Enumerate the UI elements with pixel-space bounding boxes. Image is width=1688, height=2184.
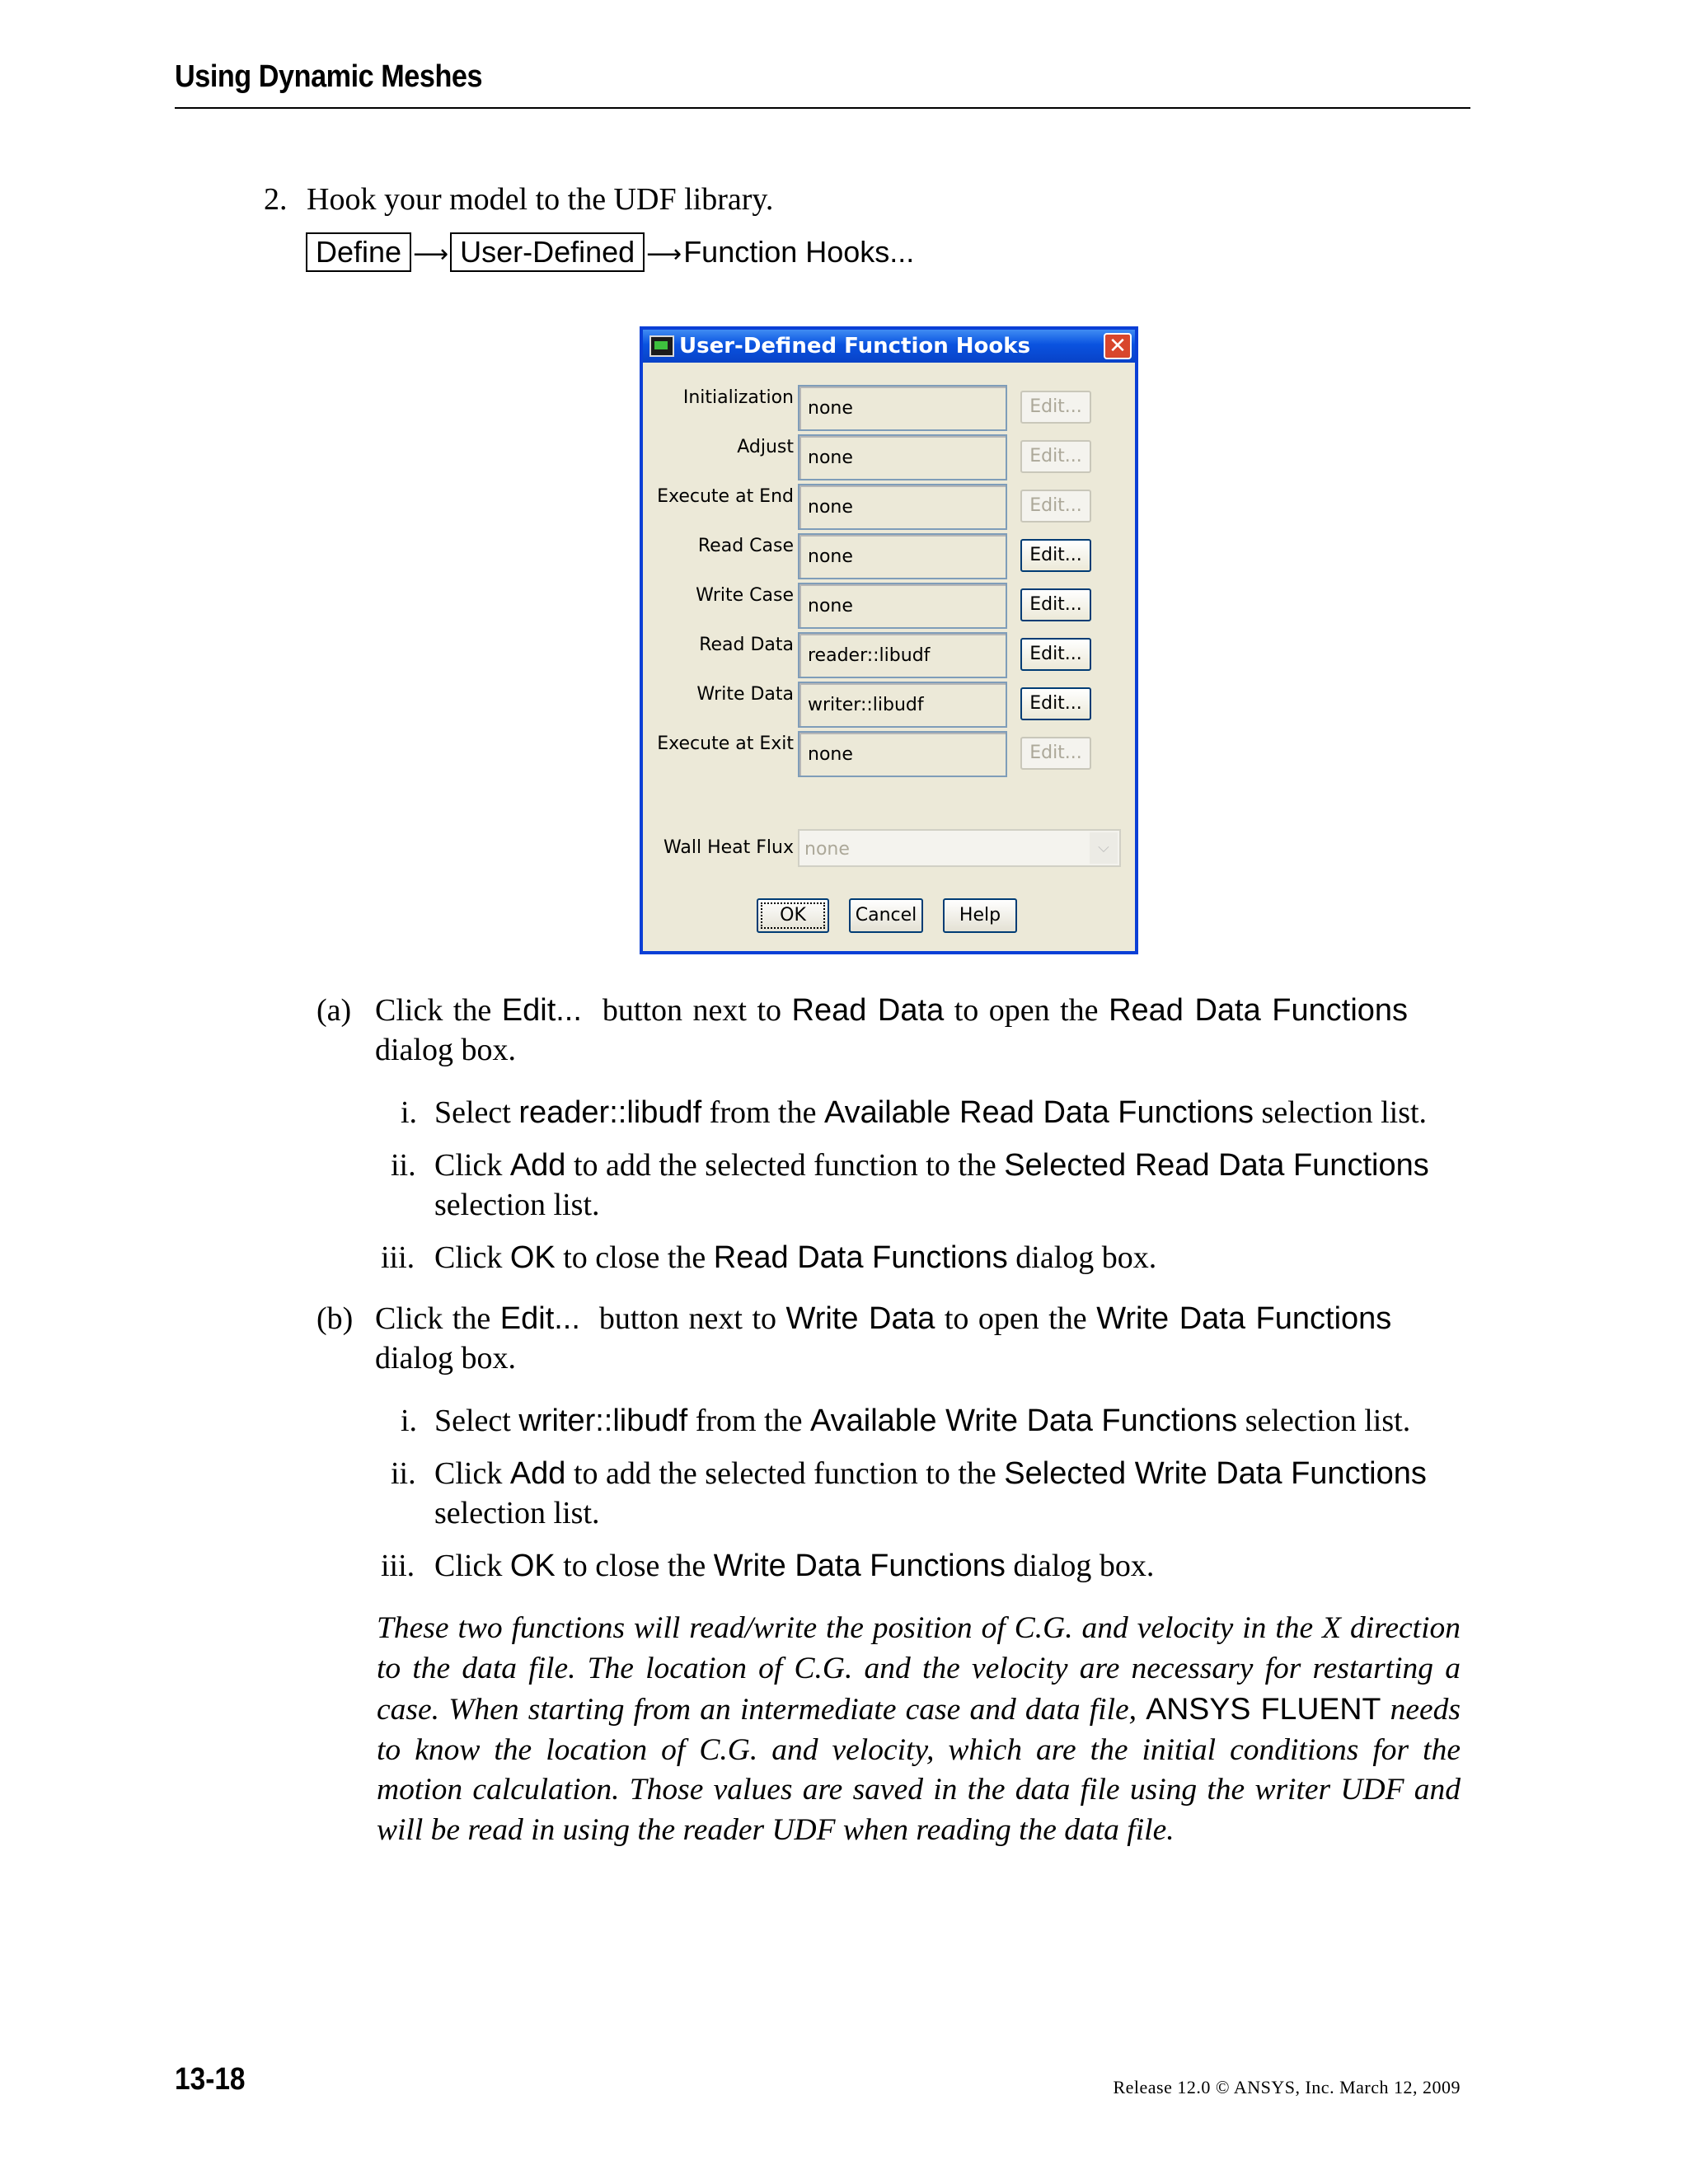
sub-a-ii-cont: selection list. (434, 1188, 600, 1222)
text: to close the (555, 1549, 714, 1583)
text: selection list. (1254, 1095, 1428, 1130)
sub-a-marker: (a) (316, 993, 352, 1028)
text: to add the selected function to the (565, 1456, 1005, 1491)
menu-path (306, 232, 914, 275)
field-initialization[interactable]: none (798, 385, 1007, 431)
text: Select (434, 1095, 519, 1130)
ui-term: Read Data Functions (1109, 993, 1409, 1028)
text: selection list. (1237, 1404, 1411, 1438)
close-icon[interactable]: ✕ (1104, 333, 1132, 359)
header-rule (175, 107, 1470, 109)
field-read-case[interactable]: none (798, 533, 1007, 579)
ui-term: Available Write Data Functions (810, 1404, 1238, 1438)
ui-term: Edit... (501, 993, 582, 1028)
row-label-read-case: Read Case (697, 536, 794, 556)
ui-term: Write Data (785, 1301, 935, 1336)
sub-a-i (434, 1093, 1427, 1132)
text: Select (434, 1404, 519, 1438)
sub-a-line1 (375, 991, 1408, 1030)
step-number: 2. (264, 182, 288, 217)
wall-heat-flux-value: none (804, 839, 850, 860)
row-label-initialization: Initialization (682, 387, 794, 408)
sub-b-i (434, 1401, 1410, 1441)
row-label-read-data: Read Data (699, 635, 794, 655)
ui-term: Add (509, 1456, 566, 1491)
ui-term: Write Data Functions (713, 1549, 1006, 1583)
text: to add the selected function to the (565, 1148, 1005, 1183)
text: to open the (944, 993, 1109, 1028)
text: Click the (375, 1301, 500, 1336)
note-paragraph (377, 1609, 1461, 1850)
row-label-write-case: Write Case (696, 585, 794, 606)
edit-button-initialization[interactable]: Edit... (1020, 391, 1091, 424)
edit-button-execute-at-end[interactable]: Edit... (1020, 490, 1091, 523)
sub-a-iii (434, 1238, 1156, 1277)
text: Click (434, 1240, 510, 1275)
edit-button-adjust[interactable]: Edit... (1020, 440, 1091, 473)
sub-b-line2: dialog box. (375, 1341, 516, 1376)
ui-term: Selected Read Data Functions (1004, 1148, 1429, 1183)
row-label-execute-at-exit: Execute at Exit (657, 733, 794, 754)
sub-b-iii (434, 1546, 1154, 1586)
row-label-write-data: Write Data (696, 684, 794, 705)
cancel-button[interactable]: Cancel (849, 898, 923, 933)
page-number: 13-18 (175, 2062, 246, 2097)
step-text: Hook your model to the UDF library. (307, 182, 774, 217)
udf-hooks-dialog (640, 326, 1138, 954)
help-button[interactable]: Help (943, 898, 1017, 933)
edit-button-write-case[interactable]: Edit... (1020, 588, 1091, 621)
ok-button[interactable]: OK (757, 898, 829, 933)
running-header: Using Dynamic Meshes (175, 59, 483, 94)
note-text: These two functions will read/write the position of C.G. and velocity in the X direction to the data file. The location of C.G. and the velocity are necessary for restarting a case. When starting from an intermediate case and data file, (377, 1611, 1461, 1727)
edit-button-execute-at-exit[interactable]: Edit... (1020, 737, 1091, 770)
ui-term: Available Read Data Functions (823, 1095, 1254, 1130)
sub-a-i-marker: i. (401, 1095, 418, 1130)
sub-b-i-marker: i. (401, 1404, 418, 1438)
text: dialog box. (1007, 1240, 1157, 1275)
menu-function-hooks[interactable]: Function Hooks... (683, 235, 915, 269)
arrow-icon: ⟶ (413, 240, 449, 269)
ui-term: writer::libudf (518, 1404, 688, 1438)
ui-term: Read Data Functions (713, 1240, 1008, 1275)
note-text: needs to know the location of C.G. and velocity, which are the initial conditions for the motion calculation. Those values are saved in the data file using the writer UDF and will be read in using the reader UDF when reading the data file. (377, 1693, 1461, 1847)
release-info: Release 12.0 © ANSYS, Inc. March 12, 2009 (1113, 2077, 1461, 2097)
field-read-data[interactable]: reader::libudf (798, 632, 1007, 678)
dialog-titlebar[interactable] (643, 330, 1135, 363)
text: button next to (581, 993, 792, 1028)
text: dialog box. (1005, 1549, 1155, 1583)
sub-a-ii (434, 1146, 1429, 1185)
sub-a-ii-marker: ii. (391, 1148, 416, 1183)
field-execute-at-exit[interactable]: none (798, 731, 1007, 777)
dialog-title: User-Defined Function Hooks (679, 334, 1031, 359)
ui-term: Read Data (791, 993, 945, 1028)
text: to open the (935, 1301, 1097, 1336)
ui-term: Write Data Functions (1096, 1301, 1392, 1336)
arrow-icon: ⟶ (646, 240, 682, 269)
menu-user-defined[interactable]: User-Defined (450, 232, 645, 272)
text: from the (701, 1095, 824, 1130)
sub-b-ii-cont: selection list. (434, 1496, 600, 1530)
ui-term: OK (509, 1240, 556, 1275)
sub-a-line2: dialog box. (375, 1033, 516, 1067)
edit-button-write-data[interactable]: Edit... (1020, 687, 1091, 720)
text: Click (434, 1148, 510, 1183)
ui-term: OK (509, 1549, 556, 1583)
field-adjust[interactable]: none (798, 434, 1007, 480)
field-write-case[interactable]: none (798, 583, 1007, 629)
field-write-data[interactable]: writer::libudf (798, 682, 1007, 728)
row-label-wall-heat-flux: Wall Heat Flux (663, 837, 794, 858)
ui-term: reader::libudf (518, 1095, 702, 1130)
row-label-adjust: Adjust (737, 437, 794, 457)
text: to close the (555, 1240, 714, 1275)
app-icon (649, 335, 674, 357)
text: from the (687, 1404, 810, 1438)
text: Click the (375, 993, 502, 1028)
product-name: ANSYS FLUENT (1146, 1691, 1381, 1726)
field-execute-at-end[interactable]: none (798, 484, 1007, 530)
ui-term: Selected Write Data Functions (1004, 1456, 1427, 1491)
sub-b-line1 (375, 1299, 1391, 1338)
sub-b-ii (434, 1454, 1427, 1493)
sub-b-iii-marker: iii. (381, 1549, 415, 1583)
text: Click (434, 1456, 510, 1491)
menu-define[interactable]: Define (306, 232, 411, 272)
ui-term: Add (509, 1148, 566, 1183)
text: button next to (579, 1301, 786, 1336)
chevron-down-icon[interactable]: ⌵ (1090, 832, 1118, 864)
sub-b-ii-marker: ii. (391, 1456, 416, 1491)
step-2 (264, 180, 773, 219)
wall-heat-flux-select[interactable] (798, 829, 1121, 867)
row-label-execute-at-end: Execute at End (657, 486, 794, 507)
sub-a-iii-marker: iii. (381, 1240, 415, 1275)
edit-button-read-case[interactable]: Edit... (1020, 539, 1091, 572)
ui-term: Edit... (499, 1301, 580, 1336)
text: Click (434, 1549, 510, 1583)
sub-b-marker: (b) (316, 1301, 354, 1336)
edit-button-read-data[interactable]: Edit... (1020, 638, 1091, 671)
